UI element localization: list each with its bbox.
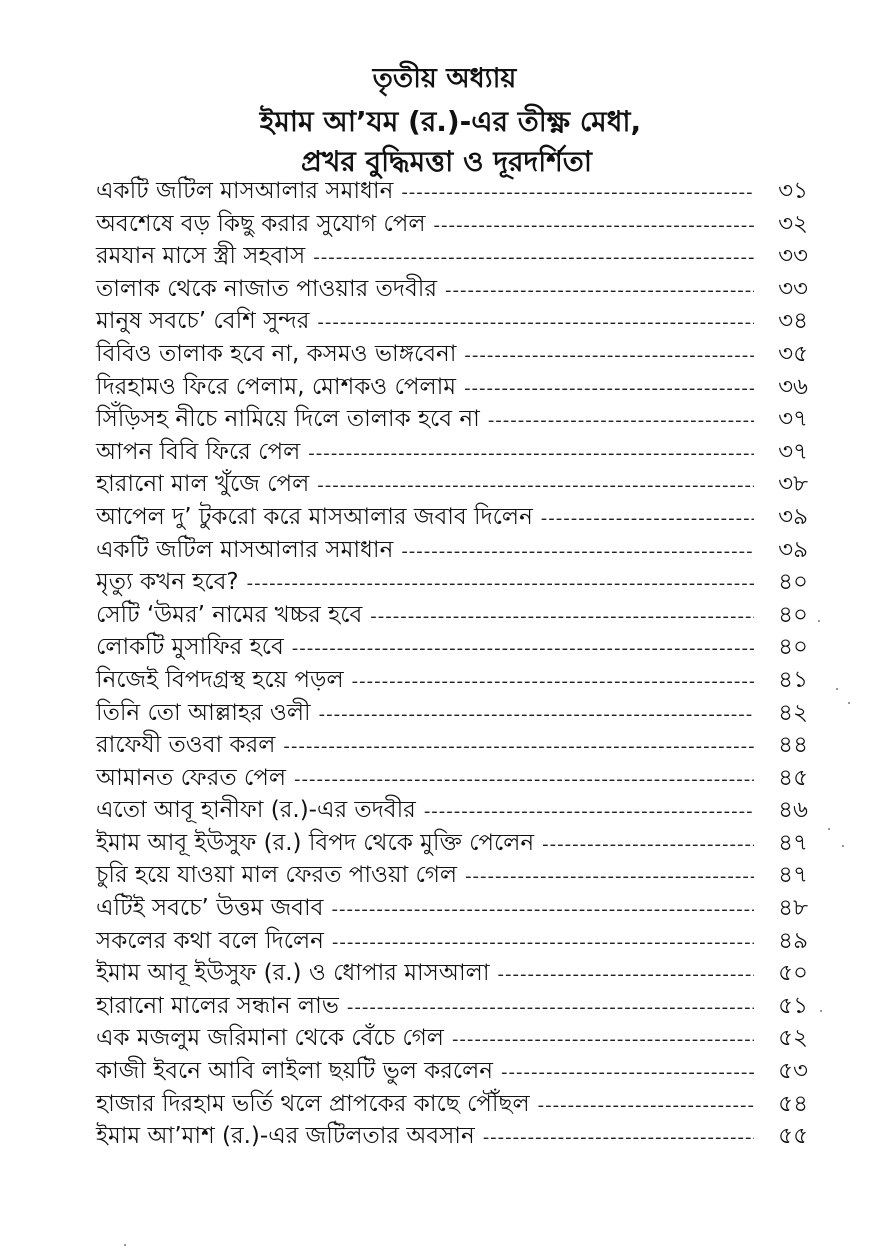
scan-speck	[848, 702, 850, 704]
toc-entry-title: নিজেই বিপদগ্রস্থ হয়ে পড়ল	[96, 666, 344, 693]
toc-entry	[96, 273, 808, 306]
toc-entry-page: ৪৯	[778, 927, 808, 954]
toc-entry	[96, 338, 808, 371]
toc-leader-dashes	[498, 959, 755, 992]
toc-entry-page: ৪৮	[778, 895, 808, 922]
toc-leader-dashes	[464, 373, 754, 406]
toc-entry-title: ইমাম আবূ ইউসুফ (র.) বিপদ থেকে মুক্তি পেলেন	[96, 829, 535, 856]
toc-entry	[96, 175, 808, 208]
toc-leader-dashes	[332, 927, 754, 960]
toc-entry-page: ৪৬	[778, 797, 808, 824]
toc-entry-page: ৫৩	[778, 1058, 808, 1085]
toc-entry	[96, 436, 808, 469]
toc-entry	[96, 208, 808, 241]
toc-entry-page: ৪৭	[778, 862, 808, 889]
toc-entry	[96, 1088, 808, 1121]
toc-entry-page: ৪১	[778, 666, 808, 693]
toc-entry	[96, 468, 808, 501]
toc-entry	[96, 566, 808, 599]
chapter-heading: তৃতীয় অধ্যায়	[372, 63, 517, 94]
toc-entry	[96, 1120, 808, 1153]
toc-entry-page: ৫০	[778, 960, 808, 987]
toc-leader-dashes	[247, 568, 754, 601]
toc-entry-title: চুরি হয়ে যাওয়া মাল ফেরত পাওয়া গেল	[96, 862, 458, 889]
toc-leader-dashes	[445, 275, 754, 308]
toc-entry	[96, 762, 808, 795]
toc-leader-dashes	[483, 1122, 754, 1155]
toc-entry-page: ৫২	[778, 1025, 808, 1052]
toc-entry-title: সেটি ‘উমর’ নামের খচ্চর হবে	[96, 601, 363, 628]
toc-entry-title: একটি জটিল মাসআলার সমাধান	[96, 536, 394, 563]
toc-leader-dashes	[488, 405, 754, 438]
toc-entry-page: ৪০	[778, 569, 808, 596]
toc-entry-page: ৫৫	[778, 1123, 808, 1150]
toc-leader-dashes	[538, 1090, 754, 1123]
toc-leader-dashes	[452, 1024, 754, 1057]
toc-entry-page: ৩১	[778, 178, 808, 204]
toc-entry	[96, 403, 808, 436]
toc-leader-dashes	[317, 307, 754, 340]
toc-leader-dashes	[541, 503, 754, 536]
toc-entry-title: লোকটি মুসাফির হবে	[96, 634, 284, 661]
toc-leader-dashes	[294, 764, 754, 797]
toc-entry-page: ৩৫	[778, 340, 808, 367]
toc-entry-title: আপন বিবি ফিরে পেল	[96, 438, 301, 465]
toc-leader-dashes	[313, 242, 754, 275]
toc-entry-title: ইমাম আ’মাশ (র.)-এর জটিলতার অবসান	[96, 1123, 475, 1150]
toc-entry-title: রাফেযী তওবা করল	[96, 732, 276, 759]
toc-entry	[96, 371, 808, 404]
toc-entry-page: ৪২	[778, 699, 808, 726]
toc-entry-title: মানুষ সবচে’ বেশি সুন্দর	[96, 308, 310, 335]
toc-leader-dashes	[542, 829, 754, 862]
toc-entry-title: এতো আবূ হানীফা (র.)-এর তদবীর	[96, 797, 416, 824]
scan-speck	[818, 620, 820, 622]
toc-leader-dashes	[465, 861, 754, 894]
toc-entry-page: ৩৩	[778, 275, 808, 302]
toc-entry-title: অবশেষে বড় কিছু করার সুযোগ পেল	[96, 210, 426, 237]
toc-entry-page: ৪০	[778, 634, 808, 661]
toc-entry-title: ইমাম আবূ ইউসুফ (র.) ও ধোপার মাসআলা	[96, 960, 490, 987]
toc-entry-page: ৩৩	[778, 243, 808, 270]
toc-entry-page: ৩৬	[778, 373, 808, 400]
toc-entry	[96, 990, 808, 1023]
toc-entry-title: তালাক থেকে নাজাত পাওয়ার তদবীর	[96, 275, 437, 302]
toc-entry-page: ৩৭	[778, 406, 808, 433]
toc-entry-title: কাজী ইবনে আবি লাইলা ছয়টি ভুল করলেন	[96, 1058, 494, 1085]
toc-leader-dashes	[370, 601, 754, 634]
toc-entry	[96, 957, 808, 990]
toc-leader-dashes	[401, 536, 754, 569]
table-of-contents	[96, 175, 808, 1153]
toc-entry	[96, 1022, 808, 1055]
scan-speck	[820, 1010, 822, 1012]
toc-entry-page: ৩২	[778, 210, 808, 237]
scan-speck	[124, 1244, 126, 1246]
toc-entry-page: ৪৪	[778, 732, 808, 759]
chapter-title-line-2: প্রখর বুদ্ধিমত্তা ও দূরদর্শিতা	[301, 145, 592, 178]
toc-entry-page: ৩৯	[778, 536, 808, 563]
scan-speck	[836, 688, 838, 690]
toc-entry-title: তিনি তো আল্লাহর ওলী	[96, 699, 311, 726]
scan-speck	[842, 845, 844, 847]
toc-entry	[96, 1055, 808, 1088]
toc-entry-title: আমানত ফেরত পেল	[96, 764, 287, 791]
toc-entry	[96, 240, 808, 273]
toc-entry	[96, 631, 808, 664]
toc-leader-dashes	[319, 699, 754, 732]
toc-entry-page: ৩৭	[778, 438, 808, 465]
toc-entry	[96, 501, 808, 534]
toc-entry	[96, 534, 808, 567]
toc-entry	[96, 729, 808, 762]
toc-entry	[96, 305, 808, 338]
toc-entry-title: আপেল দু’ টুকরো করে মাসআলার জবাব দিলেন	[96, 503, 533, 530]
toc-entry	[96, 664, 808, 697]
toc-entry-title: হাজার দিরহাম ভর্তি থলে প্রাপকের কাছে পৌঁছল	[96, 1090, 530, 1117]
toc-entry	[96, 599, 808, 632]
toc-entry-title: সিঁড়িসহ নীচে নামিয়ে দিলে তালাক হবে না	[96, 406, 480, 433]
toc-leader-dashes	[433, 210, 754, 243]
toc-leader-dashes	[401, 177, 754, 210]
toc-entry-page: ৫৪	[778, 1090, 808, 1117]
toc-entry-title: রমযান মাসে স্ত্রী সহবাস	[96, 243, 306, 270]
toc-entry	[96, 859, 808, 892]
toc-leader-dashes	[317, 470, 754, 503]
toc-entry-title: বিবিও তালাক হবে না, কসমও ভাঙ্গবেনা	[96, 340, 457, 367]
toc-entry-page: ৩৪	[778, 308, 808, 335]
toc-entry	[96, 697, 808, 730]
toc-entry-title: একটি জটিল মাসআলার সমাধান	[96, 178, 394, 204]
toc-leader-dashes	[283, 731, 754, 764]
toc-entry-page: ৫১	[778, 992, 808, 1019]
toc-entry	[96, 925, 808, 958]
toc-leader-dashes	[501, 1057, 754, 1090]
toc-entry	[96, 794, 808, 827]
toc-entry-title: হারানো মাল খুঁজে পেল	[96, 471, 310, 498]
toc-entry-title: এক মজলুম জরিমানা থেকে বেঁচে গেল	[96, 1025, 444, 1052]
toc-entry-page: ৩৮	[778, 471, 808, 498]
chapter-title-line-1: ইমাম আ’যম (র.)-এর তীক্ষ্ণ মেধা,	[259, 105, 642, 138]
toc-leader-dashes	[424, 796, 754, 829]
toc-entry-page: ৩৯	[778, 503, 808, 530]
scan-speck	[828, 828, 830, 830]
toc-leader-dashes	[347, 992, 754, 1025]
toc-leader-dashes	[464, 340, 754, 373]
toc-entry-title: মৃত্যু কখন হবে?	[96, 569, 239, 596]
toc-entry-page: ৪৫	[778, 764, 808, 791]
toc-entry-title: সকলের কথা বলে দিলেন	[96, 927, 324, 954]
toc-leader-dashes	[331, 894, 754, 927]
toc-entry-title: এটিই সবচে’ উত্তম জবাব	[96, 895, 324, 922]
toc-entry-title: হারানো মালের সন্ধান লাভ	[96, 992, 339, 1019]
toc-entry-page: ৪৭	[778, 829, 808, 856]
toc-leader-dashes	[352, 666, 754, 699]
toc-leader-dashes	[308, 438, 754, 471]
toc-entry-page: ৪০	[778, 601, 808, 628]
toc-entry-title: দিরহামও ফিরে পেলাম, মোশকও পেলাম	[96, 373, 457, 400]
toc-leader-dashes	[292, 633, 754, 666]
toc-entry	[96, 827, 808, 860]
toc-entry	[96, 892, 808, 925]
